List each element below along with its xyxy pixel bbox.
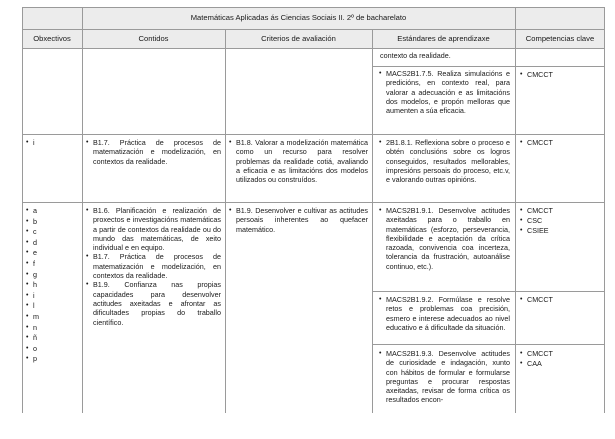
- list-item: • CSIEE: [527, 226, 601, 236]
- obxectivos-cell: [25, 206, 79, 365]
- list-item: • CMCCT: [527, 206, 601, 216]
- list-item: • d: [33, 238, 79, 249]
- competencias-cell: [519, 206, 601, 237]
- competencias-cell: [519, 349, 601, 369]
- grid-line: [515, 7, 516, 413]
- estandar-cell: [378, 206, 510, 271]
- list-item: • 2B1.8.1. Reflexiona sobre o proceso e obtén conclusións sobre os logros conseguidos, resultados mellorables, impresións persoais do proceso, etc.v, e valorando outras opinións.: [386, 138, 510, 184]
- list-item: • CMCCT: [527, 70, 601, 79]
- list-item: • h: [33, 280, 79, 291]
- col-header-competencias: Competencias clave: [515, 29, 605, 48]
- list-item: • g: [33, 270, 79, 281]
- grid-line: [22, 134, 605, 135]
- list-item: • MACS2B1.9.3. Desenvolve actitudes de curiosidade e indagación, xunto con hábitos de formular e formularse preguntas e procurar respostas axeitadas, revisar de forma crítica os resultados encon-: [386, 349, 510, 405]
- criterios-cell: [228, 206, 368, 234]
- header-spacer-left: [22, 7, 82, 29]
- grid-line: [22, 29, 82, 30]
- list-item: • B1.9. Confianza nas propias capacidades para desenvolver actitudes axeitadas e afrontar as dificultades propias do traballo científico.: [93, 280, 221, 326]
- curriculum-table: [22, 7, 605, 413]
- list-item: • B1.7. Práctica de procesos de matematización e modelización, en contextos da realidade.: [93, 252, 221, 280]
- list-item: • o: [33, 344, 79, 355]
- col-header-criterios: Criterios de avaliación: [225, 29, 372, 48]
- list-item: • CMCCT: [527, 138, 601, 147]
- grid-line: [372, 66, 605, 67]
- list-item: • f: [33, 259, 79, 270]
- grid-line: [22, 48, 605, 49]
- grid-line: [604, 7, 605, 413]
- list-item: • i: [33, 291, 79, 302]
- estandar-cell: [378, 349, 510, 413]
- grid-line: [372, 29, 373, 413]
- list-item: • i: [33, 138, 79, 147]
- list-item: • m: [33, 312, 79, 323]
- list-item: • b: [33, 217, 79, 228]
- header-spacer-right: [515, 7, 605, 29]
- criterios-cell: [228, 138, 368, 184]
- grid-line: [22, 7, 23, 413]
- grid-line: [515, 29, 605, 30]
- table-title: Matemáticas Aplicadas ás Ciencias Sociais II. 2º de bacharelato: [82, 7, 515, 29]
- obxectivos-cell: [25, 138, 79, 147]
- list-item: • CMCCT: [527, 295, 601, 304]
- list-item: • n: [33, 323, 79, 334]
- grid-line: [82, 7, 83, 413]
- estandar-cell: [378, 295, 510, 332]
- list-item: • MACS2B1.7.5. Realiza simulacións e predicións, en contexto real, para valorar a adecuación e as limitacións dos modelos, e propón melloras que aumenten a súa eficacia.: [386, 69, 510, 115]
- contidos-cell: [85, 206, 221, 327]
- estandar-continuation: contexto da realidade.: [380, 51, 451, 60]
- grid-line: [22, 7, 605, 8]
- list-item: • ñ: [33, 333, 79, 344]
- list-item: • CAA: [527, 359, 601, 369]
- list-item: • CSC: [527, 216, 601, 226]
- grid-line: [22, 202, 605, 203]
- col-header-obxectivos: Obxectivos: [22, 29, 82, 48]
- list-item: • B1.8. Valorar a modelización matemática como un recurso para resolver problemas da realidade cotiá, avaliando a eficacia e as limitacións dos modelos utilizados ou construídos.: [236, 138, 368, 184]
- col-header-estandares: Estándares de aprendizaxe: [372, 29, 515, 48]
- estandar-cell: [378, 69, 510, 115]
- contidos-cell: [85, 138, 221, 166]
- list-item: • MACS2B1.9.1. Desenvolve actitudes axeitadas para o traballo en matemáticas (esforzo, perseverancia, flexibilidade e aceptación da crítica razoada, convivencia coa incerteza, tolerancia da frustración, autoanálise continuo, etc.).: [386, 206, 510, 271]
- list-item: • B1.6. Planificación e realización de proxectos e investigacións matemáticas a partir de contextos da realidade ou do mundo das matemáticas, de xeito individual e en equipo.: [93, 206, 221, 252]
- estandar-cell: [378, 138, 510, 184]
- list-item: • B1.7. Práctica de procesos de matematización e modelización, en contextos da realidade.: [93, 138, 221, 166]
- competencias-cell: [519, 138, 601, 147]
- grid-line: [82, 29, 515, 30]
- competencias-cell: [519, 295, 601, 304]
- grid-line: [372, 344, 605, 345]
- list-item: • B1.9. Desenvolver e cultivar as actitudes persoais inherentes ao quefacer matemático.: [236, 206, 368, 234]
- list-item: • MACS2B1.9.2. Formúlase e resolve retos e problemas coa precisión, esmero e interese adecuados ao nivel educativo e á dificultade da situación.: [386, 295, 510, 332]
- list-item: • c: [33, 227, 79, 238]
- col-header-contidos: Contidos: [82, 29, 225, 48]
- grid-line: [225, 29, 226, 413]
- list-item: • a: [33, 206, 79, 217]
- competencias-cell: [519, 70, 601, 79]
- list-item: • e: [33, 248, 79, 259]
- list-item: • CMCCT: [527, 349, 601, 359]
- grid-line: [372, 291, 605, 292]
- list-item: • l: [33, 301, 79, 312]
- list-item: • p: [33, 354, 79, 365]
